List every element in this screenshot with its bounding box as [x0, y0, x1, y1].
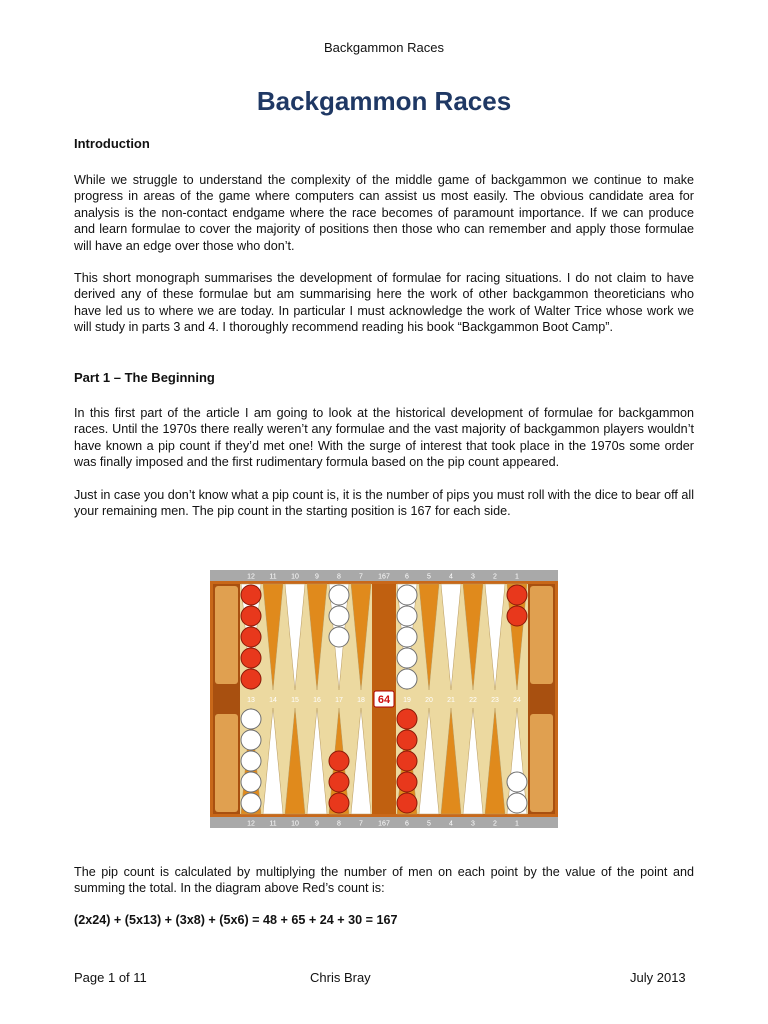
board-top-point-number: 3 [471, 573, 475, 581]
board-bottom-point-number: 11 [269, 820, 277, 828]
board-top-point-number: 7 [359, 573, 363, 581]
board-middle-point-number: 13 [247, 697, 255, 704]
pip-count-formula: (2x24) + (5x13) + (3x8) + (5x6) = 48 + 65 + 24 + 30 = 167 [74, 913, 398, 927]
checker-white [241, 751, 261, 771]
board-middle-point-number: 17 [335, 697, 343, 704]
part1-paragraph-2: Just in case you don’t know what a pip count is, it is the number of pips you must roll with the dice to bear off all your remaining men. The pip count in the starting position is 167 for each side. [74, 488, 694, 519]
board-bottom-point-number: 4 [449, 820, 453, 828]
checker-red [397, 709, 417, 729]
part1-paragraph-1: In this first part of the article I am going to look at the historical development of formulae for backgammon races. Until the 1970s there really weren’t any formulae and the vast majority of backgammon players wouldn’t have known a pip count if they’d met one! With the surge of interest that took place in the 1970s some order was finally imposed and the first rudimentary formula based on the pip count appeared. [74, 406, 694, 470]
checker-white [329, 627, 349, 647]
board-bottom-point-number: 6 [405, 820, 409, 828]
checker-white [241, 772, 261, 792]
checker-red [329, 793, 349, 813]
board-middle-point-number: 14 [269, 697, 277, 704]
checker-red [329, 772, 349, 792]
board-bottom-point-number: 10 [291, 820, 299, 828]
checker-white [397, 669, 417, 689]
board-top-point-number: 8 [337, 573, 341, 581]
board-middle-point-number: 15 [291, 697, 299, 704]
board-bottom-point-number: 8 [337, 820, 341, 828]
checker-white [329, 606, 349, 626]
checker-red [397, 751, 417, 771]
doubling-cube-value: 64 [377, 694, 391, 706]
checker-white [241, 709, 261, 729]
footer-date: July 2013 [630, 970, 686, 985]
board-middle-point-number: 24 [513, 697, 521, 704]
part1-paragraph-3: The pip count is calculated by multiplying the number of men on each point by the value of the point and summing the total. In the diagram above Red’s count is: [74, 865, 694, 896]
section-heading-part-1: Part 1 – The Beginning [74, 370, 215, 385]
board-middle-point-number: 21 [447, 697, 455, 704]
checker-red [241, 585, 261, 605]
checker-white [397, 648, 417, 668]
checker-white [507, 793, 527, 813]
checker-red [397, 730, 417, 750]
checker-red [397, 793, 417, 813]
checker-white [397, 606, 417, 626]
section-heading-introduction: Introduction [74, 136, 150, 151]
checker-red [329, 751, 349, 771]
board-middle-point-number: 22 [469, 697, 477, 704]
checker-red [241, 627, 261, 647]
footer-page-number: Page 1 of 11 [74, 970, 147, 985]
running-header: Backgammon Races [324, 40, 444, 55]
board-top-pip-count: 167 [378, 573, 390, 581]
board-top-point-number: 10 [291, 573, 299, 581]
intro-paragraph-1: While we struggle to understand the complexity of the middle game of backgammon we continue to make progress in areas of the game where computers can assist us most easily. The obvious candidate area for analysis is the non-contact endgame where the race becomes of paramount importance. If we can produce and learn formulae to cover the majority of positions then those who can remember and apply those formulae will have an edge over those who don’t. [74, 173, 694, 253]
board-top-point-number: 11 [269, 573, 277, 581]
board-top-point-number: 4 [449, 573, 453, 581]
checker-white [507, 772, 527, 792]
board-bottom-point-number: 5 [427, 820, 431, 828]
checker-white [397, 627, 417, 647]
checker-red [241, 606, 261, 626]
board-middle-point-number: 23 [491, 697, 499, 704]
checker-red [507, 606, 527, 626]
checker-red [397, 772, 417, 792]
checker-red [241, 648, 261, 668]
backgammon-board-diagram [210, 570, 558, 828]
checker-white [241, 793, 261, 813]
checker-white [241, 730, 261, 750]
checker-red [241, 669, 261, 689]
board-middle-point-number: 19 [403, 697, 411, 704]
board-bottom-point-number: 3 [471, 820, 475, 828]
board-top-point-number: 5 [427, 573, 431, 581]
board-top-point-number: 9 [315, 573, 319, 581]
board-bottom-point-number: 9 [315, 820, 319, 828]
board-top-point-number: 12 [247, 573, 255, 581]
board-middle-point-number: 16 [313, 697, 321, 704]
board-bottom-point-number: 1 [515, 820, 519, 828]
board-top-point-number: 2 [493, 573, 497, 581]
board-bottom-point-number: 7 [359, 820, 363, 828]
board-middle-point-number: 20 [425, 697, 433, 704]
checker-red [507, 585, 527, 605]
board-bottom-point-number: 2 [493, 820, 497, 828]
checker-white [397, 585, 417, 605]
board-top-point-number: 6 [405, 573, 409, 581]
intro-paragraph-2: This short monograph summarises the development of formulae for racing situations. I do not claim to have derived any of these formulae but am summarising here the work of other backgammon theoreticians who have led us to where we are today. In particular I must acknowledge the work of Walter Trice whose work we will study in parts 3 and 4. I thoroughly recommend reading his book “Backgammon Boot Camp”. [74, 271, 694, 335]
board-bottom-pip-count: 167 [378, 820, 390, 828]
document-title: Backgammon Races [256, 86, 512, 116]
board-middle-point-number: 18 [357, 697, 365, 704]
board-bottom-point-number: 12 [247, 820, 255, 828]
footer-author: Chris Bray [310, 970, 371, 985]
checker-white [329, 585, 349, 605]
board-top-point-number: 1 [515, 573, 519, 581]
